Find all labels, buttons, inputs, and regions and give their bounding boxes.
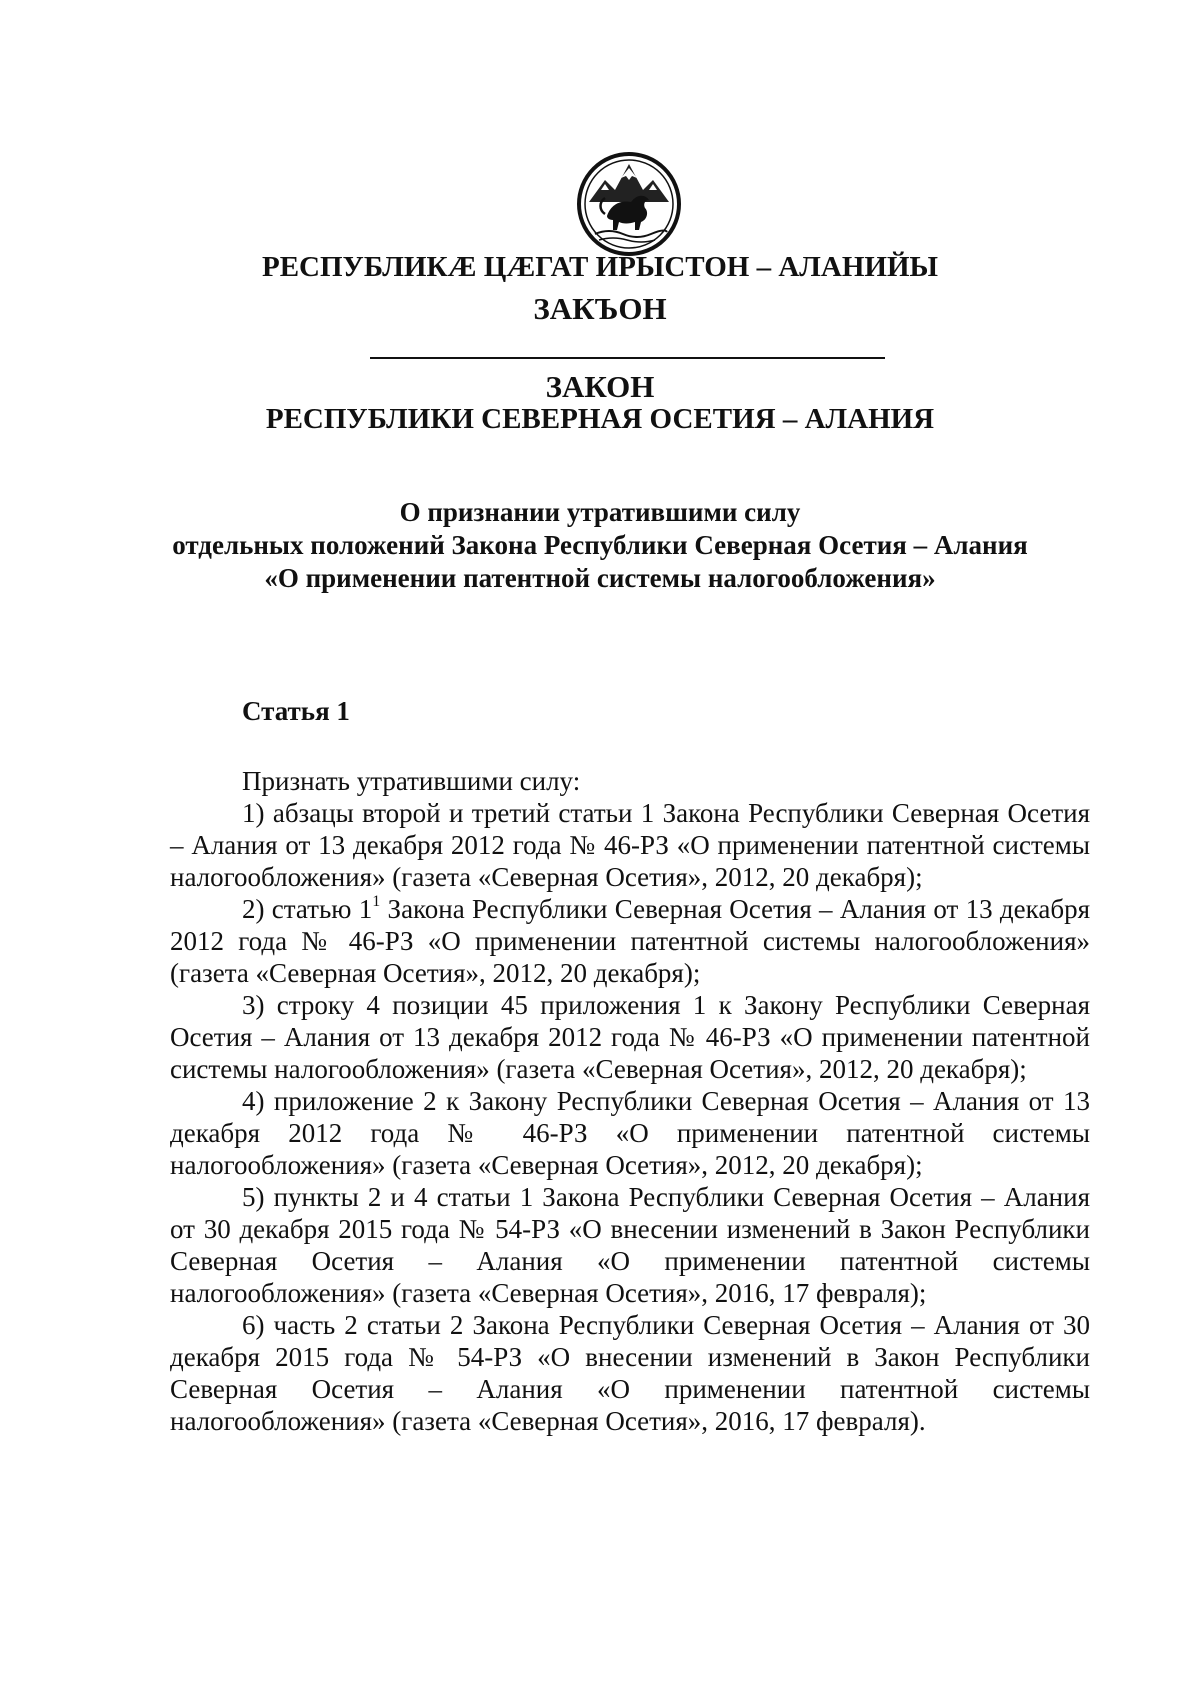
law-title-line-1: О признании утратившими силу: [399, 497, 801, 527]
article-item-2: [170, 893, 1090, 989]
law-title-line-2: отдельных положений Закона Республики Северная Осетия – Алания: [172, 530, 1028, 560]
article-item-6: 6) часть 2 статьи 2 Закона Республики Северная Осетия – Алания от 30 декабря 2015 года № 54-РЗ «О внесении изменений в Закон Республики Северная Осетия – Алания «О применении патентной системы налогообложения» (газета «Северная Осетия», 2016, 17 февраля).: [170, 1310, 1090, 1436]
article-heading: Статья 1: [242, 696, 350, 726]
article-item-5: 5) пункты 2 и 4 статьи 1 Закона Республики Северная Осетия – Алания от 30 декабря 2015 года № 54-РЗ «О внесении изменений в Закон Республики Северная Осетия – Алания «О применении патентной системы налогообложения» (газета «Северная Осетия», 2016, 17 февраля);: [170, 1182, 1090, 1308]
law-title-line-3: «О применении патентной системы налогообложения»: [264, 563, 936, 593]
ossetian-law-heading: ЗАКЪОН: [533, 291, 667, 326]
article-intro: Признать утратившими силу:: [242, 766, 581, 796]
russian-republic-heading: РЕСПУБЛИКИ СЕВЕРНАЯ ОСЕТИЯ – АЛАНИЯ: [265, 403, 935, 435]
ossetian-republic-heading: РЕСПУБЛИКӔ ЦӔГАТ ИРЫСТОН – АЛАНИЙЫ: [262, 251, 938, 283]
article-item-2-rest: Закона Республики Северная Осетия – Алания от 13 декабря 2012 года № 46-РЗ «О применении патентной системы налогообложения» (газета «Северная Осетия», 2012, 20 декабря);: [170, 894, 1090, 988]
article-item-1: 1) абзацы второй и третий статьи 1 Закона Республики Северная Осетия – Алания от 13 декабря 2012 года № 46-РЗ «О применении патентной системы налогообложения» (газета «Северная Осетия», 2012, 20 декабря);: [170, 798, 1090, 892]
article-body: [170, 797, 1090, 1437]
header-divider: [370, 357, 885, 359]
russian-law-heading: ЗАКОН: [545, 369, 655, 404]
article-item-4: 4) приложение 2 к Закону Республики Северная Осетия – Алания от 13 декабря 2012 года № 46-РЗ «О применении патентной системы налогообложения» (газета «Северная Осетия», 2012, 20 декабря);: [170, 1086, 1090, 1180]
article-item-3: 3) строку 4 позиции 45 приложения 1 к Закону Республики Северная Осетия – Алания от 13 декабря 2012 года № 46-РЗ «О применении патентной системы налогообложения» (газета «Северная Осетия», 2012, 20 декабря);: [170, 990, 1090, 1084]
coat-of-arms-icon: [575, 150, 683, 258]
article-item-2-start: 2) статью 1: [242, 894, 373, 924]
article-item-2-superscript: 1: [372, 893, 381, 910]
